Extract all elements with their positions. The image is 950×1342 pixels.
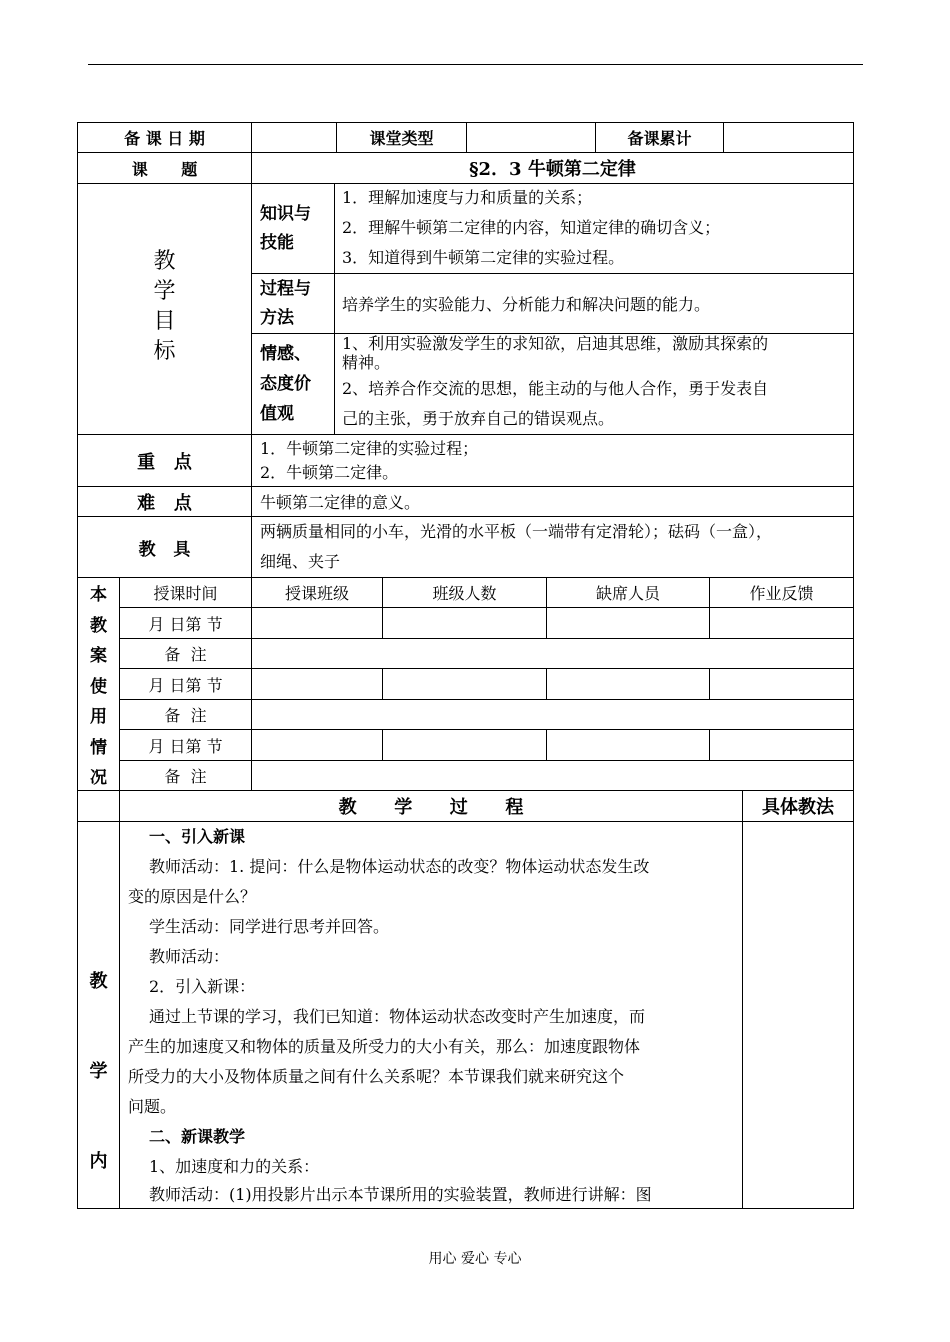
- column-header: 授课班级: [284, 584, 349, 603]
- tools-label: 教 具: [138, 539, 191, 560]
- prep-date-label: 备 课 日 期: [124, 129, 205, 148]
- cumulative-value[interactable]: [724, 123, 853, 152]
- class-type-value[interactable]: [467, 123, 595, 152]
- topic-label: 课 题: [131, 159, 198, 179]
- usage-label: 本 教 案 使 用 情 况: [90, 585, 107, 788]
- method-title: 具体教法: [762, 797, 834, 818]
- emotion-label: 情感、 态度价 值观: [260, 344, 311, 424]
- emotion-items: 1、利用实验激发学生的求知欲，启迪其思维，激励其探索的 精神。 2、培养合作交流的思想，能主动的与他人合作，勇于发表自 己的主张，勇于放弃自己的错误观点。: [342, 334, 769, 428]
- usage-remark-label: 备 注: [164, 645, 207, 664]
- objectives-label: 教 学 目 标: [153, 249, 176, 364]
- class-type-label: 课堂类型: [369, 129, 434, 148]
- list-item: 1．理解加速度与力和质量的关系；: [342, 188, 593, 207]
- prep-date-value[interactable]: [252, 123, 336, 152]
- process-side-label: 教 学 内: [89, 971, 108, 1172]
- knowledge-items: [342, 183, 852, 273]
- page-top-rule: [88, 64, 863, 65]
- difficulty-text: 牛顿第二定律的意义。: [260, 493, 421, 512]
- process-content: 一、引入新课 教师活动：1. 提问：什么是物体运动状态的改变？物体运动状态发生改 变的原因是什么？ 学生活动：同学进行思考并回答。 教师活动： 2．引入新课： 通过上节课的学习，我们已知道：物体运动状态改变时产生加速度，而 产生的加速度又和物体的质量及所受力的大小有关，那么：加速度跟物体 所受力的大小及物体质量之间有什么关系呢？本节课我们就来研究这个 问题。 二、新课教学 1、加速度和力的关系： 教师活动：(1)用投影片出示本节课所用的实验装置，教师进行讲解：图: [120, 822, 742, 1208]
- key-points-label: 重 点: [137, 451, 192, 473]
- column-header: 作业反馈: [749, 584, 814, 603]
- usage-remark-label: 备 注: [164, 706, 207, 725]
- difficulty-label: 难 点: [137, 492, 192, 514]
- column-header: 缺席人员: [595, 584, 660, 603]
- process-label: 过程与 方法: [260, 279, 311, 328]
- topic-title: §2．3 牛顿第二定律: [469, 159, 636, 180]
- section-heading: 二、新课教学: [149, 1127, 246, 1146]
- usage-remark-label: 备 注: [164, 767, 207, 786]
- column-header: 授课时间: [153, 584, 218, 603]
- list-item: 2．牛顿第二定律。: [260, 463, 399, 482]
- usage-date-label: 月 日第 节: [148, 675, 223, 695]
- tools-text: 两辆质量相同的小车，光滑的水平板（一端带有定滑轮）；砝码（一盒）， 细绳、夹子: [260, 522, 773, 571]
- process-title: 教 学 过 程: [338, 797, 524, 818]
- list-item: 3．知道得到牛顿第二定律的实验过程。: [342, 248, 625, 267]
- method-column[interactable]: [743, 822, 853, 1208]
- usage-date-label: 月 日第 节: [148, 614, 223, 634]
- cumulative-label: 备课累计: [627, 129, 692, 148]
- key-points-items: [260, 437, 850, 485]
- column-header: 班级人数: [432, 584, 497, 603]
- page-footer: 用心 爱心 专心: [428, 1251, 522, 1267]
- usage-date-label: 月 日第 节: [148, 736, 223, 756]
- section-heading: 一、引入新课: [149, 827, 246, 846]
- list-item: 1．牛顿第二定律的实验过程；: [260, 439, 479, 458]
- list-item: 2．理解牛顿第二定律的内容，知道定律的确切含义；: [342, 218, 721, 237]
- process-text: 培养学生的实验能力、分析能力和解决问题的能力。: [342, 295, 711, 314]
- knowledge-label: 知识与 技能: [260, 204, 311, 253]
